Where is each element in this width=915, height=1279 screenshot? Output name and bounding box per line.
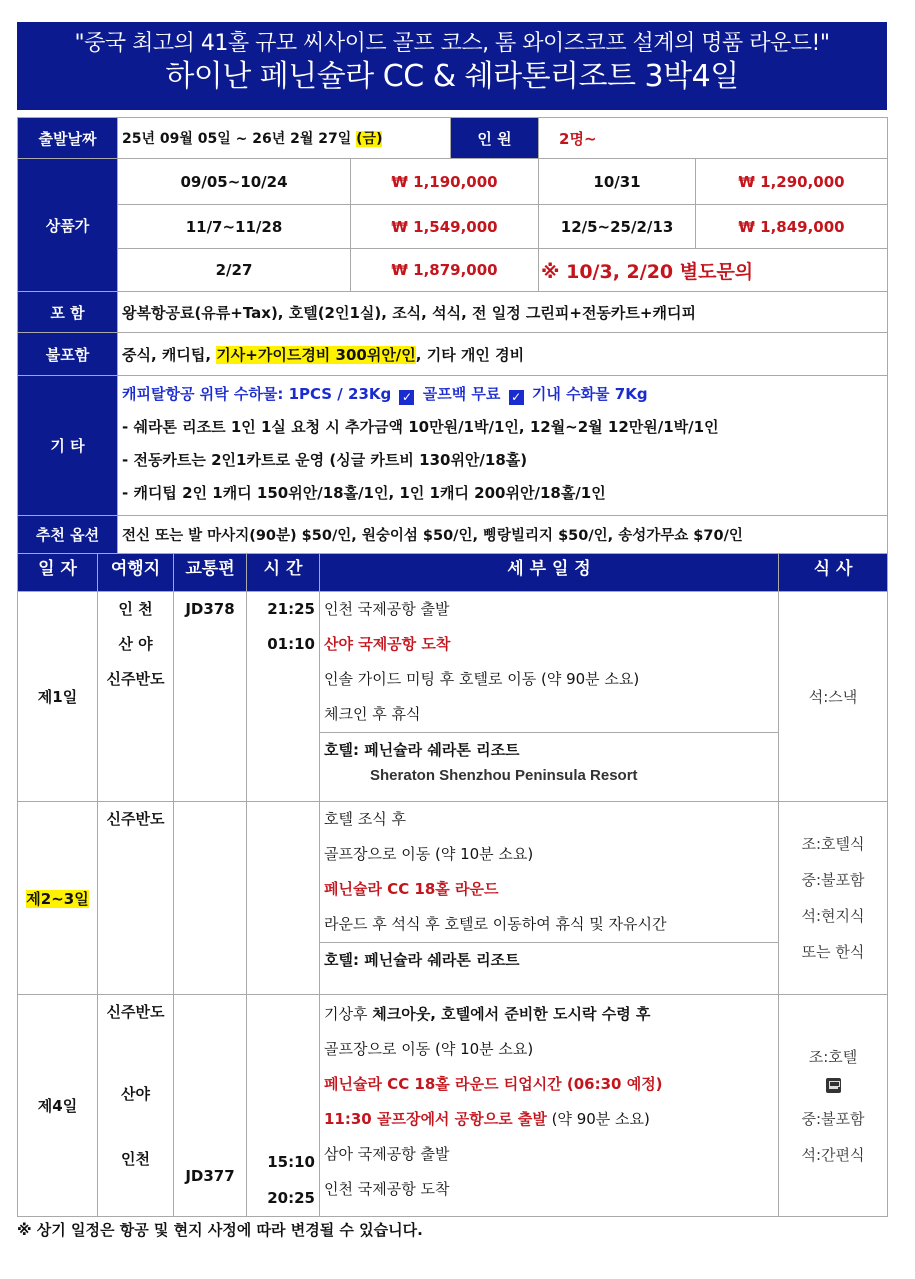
included-value: 왕복항공료(유류+Tax), 호텔(2인1실), 조식, 석식, 전 일정 그린피+전동카트+캐디피 — [118, 292, 888, 333]
schedule-day-2-3 — [18, 802, 888, 995]
schedule-header — [18, 554, 888, 592]
departure-label: 출발날짜 — [18, 118, 118, 159]
hotel-name: 호텔: 페닌슐라 쉐라톤 리조트 — [320, 732, 778, 763]
price-value: ₩ 1,549,000 — [351, 205, 539, 249]
included-row — [18, 292, 888, 333]
checkbox-icon: ✓ — [399, 390, 414, 405]
time-cell: 15:10 20:25 — [247, 995, 320, 1217]
price-value: ₩ 1,879,000 — [351, 249, 539, 292]
flight-cell: JD378 — [174, 592, 247, 802]
price-row — [18, 205, 888, 249]
product-info-table — [17, 117, 888, 554]
header-detail: 세 부 일 정 — [320, 554, 779, 592]
time-cell — [247, 802, 320, 995]
price-date: 11/7~11/28 — [118, 205, 351, 249]
price-value: ₩ 1,849,000 — [696, 205, 888, 249]
etc-label: 기 타 — [18, 376, 118, 516]
price-date: 09/05~10/24 — [118, 159, 351, 205]
excluded-highlight: 기사+가이드경비 300위안/인 — [216, 345, 416, 364]
header-place: 여행지 — [98, 554, 174, 592]
schedule-day-1 — [18, 592, 888, 802]
title-banner — [17, 22, 887, 110]
etc-value — [118, 376, 888, 516]
schedule-table — [17, 553, 888, 1217]
baggage-line: 캐피탈항공 위탁 수하물: 1PCS / 23Kg ✓ 골프백 무료 ✓ 기내 수화물 7Kg — [122, 385, 648, 404]
included-label: 포 함 — [18, 292, 118, 333]
lunchbox-icon — [826, 1078, 841, 1093]
header-meal: 식 사 — [779, 554, 888, 592]
footnote: ※ 상기 일정은 항공 및 현지 사정에 따라 변경될 수 있습니다. — [17, 1221, 423, 1239]
price-value: ₩ 1,290,000 — [696, 159, 888, 205]
price-date: 10/31 — [539, 159, 696, 205]
price-date: 2/27 — [118, 249, 351, 292]
header-time: 시 간 — [247, 554, 320, 592]
price-label: 상품가 — [18, 159, 118, 292]
departure-value: 25년 09월 05일 ~ 26년 2월 27일 (금) — [118, 118, 451, 159]
departure-row — [18, 118, 888, 159]
options-value: 전신 또는 발 마사지(90분) $50/인, 원숭이섬 $50/인, 삥랑빌리지 $50/인, 송성가무쇼 $70/인 — [118, 516, 888, 554]
price-row — [18, 159, 888, 205]
flight-cell — [174, 802, 247, 995]
excluded-value: 중식, 캐디팁, 기사+가이드경비 300위안/인, 기타 개인 경비 — [118, 333, 888, 376]
place-cell: 신주반도 산야 인천 — [98, 995, 174, 1217]
flight-cell: JD377 — [174, 995, 247, 1217]
place-cell: 신주반도 — [98, 802, 174, 995]
hotel-name: 호텔: 페닌슐라 쉐라톤 리조트 — [320, 942, 778, 978]
price-date: 12/5~25/2/13 — [539, 205, 696, 249]
detail-cell: 기상후 체크아웃, 호텔에서 준비한 도시락 수령 후 골프장으로 이동 (약 10분 소요) 페닌슐라 CC 18홀 라운드 티업시간 (06:30 예정) 11:30 골프장에서 공항으로 출발 (약 90분 소요) 삼아 국제공항 출발 인천 국제공항 도착 — [320, 995, 779, 1217]
detail-cell: 호텔 조식 후 골프장으로 이동 (약 10분 소요) 페닌슐라 CC 18홀 라운드 라운드 후 석식 후 호텔로 이동하여 휴식 및 자유시간 호텔: 페닌슐라 쉐라톤 리조트 — [320, 802, 779, 995]
meal-cell: 조:호텔 중:불포함 석:간편식 — [779, 995, 888, 1217]
banner-subtitle: "중국 최고의 41홀 규모 씨사이드 골프 코스, 톰 와이즈코프 설계의 명품 라운드!" — [74, 31, 830, 56]
etc-line: - 전동카트는 2인1카트로 운영 (싱글 카트비 130위안/18홀) — [122, 451, 528, 469]
departure-day-highlight: (금) — [356, 131, 383, 147]
time-cell: 21:25 01:10 — [247, 592, 320, 802]
hotel-name-en: Sheraton Shenzhou Peninsula Resort — [370, 767, 638, 784]
detail-cell: 인천 국제공항 출발 산야 국제공항 도착 인솔 가이드 미팅 후 호텔로 이동 (약 90분 소요) 체크인 후 휴식 호텔: 페닌슐라 쉐라톤 리조트 Sheraton Shenzhou Peninsula Resort — [320, 592, 779, 802]
header-transport: 교통편 — [174, 554, 247, 592]
price-note: ※ 10/3, 2/20 별도문의 — [539, 249, 888, 292]
etc-row — [18, 376, 888, 516]
schedule-day-4 — [18, 995, 888, 1217]
meal-cell: 조:호텔식 중:불포함 석:현지식 또는 한식 — [779, 802, 888, 995]
day-label: 제2~3일 — [18, 802, 98, 995]
excluded-row — [18, 333, 888, 376]
day-label: 제1일 — [18, 592, 98, 802]
excluded-label: 불포함 — [18, 333, 118, 376]
day-label: 제4일 — [18, 995, 98, 1217]
options-row — [18, 516, 888, 554]
checkbox-icon: ✓ — [509, 390, 524, 405]
people-label: 인 원 — [451, 118, 539, 159]
banner-title: 하이난 페닌슐라 CC & 쉐라톤리조트 3박4일 — [165, 59, 739, 94]
price-value: ₩ 1,190,000 — [351, 159, 539, 205]
options-label: 추천 옵션 — [18, 516, 118, 554]
etc-line: - 캐디팁 2인 1캐디 150위안/18홀/1인, 1인 1캐디 200위안/18홀/1인 — [122, 484, 606, 502]
people-value: 2명~ — [539, 118, 888, 159]
etc-line: - 쉐라톤 리조트 1인 1실 요청 시 추가금액 10만원/1박/1인, 12월~2월 12만원/1박/1인 — [122, 418, 719, 436]
place-cell: 인 천 산 야 신주반도 — [98, 592, 174, 802]
header-day: 일 자 — [18, 554, 98, 592]
price-row — [18, 249, 888, 292]
meal-cell: 석:스낵 — [779, 592, 888, 802]
